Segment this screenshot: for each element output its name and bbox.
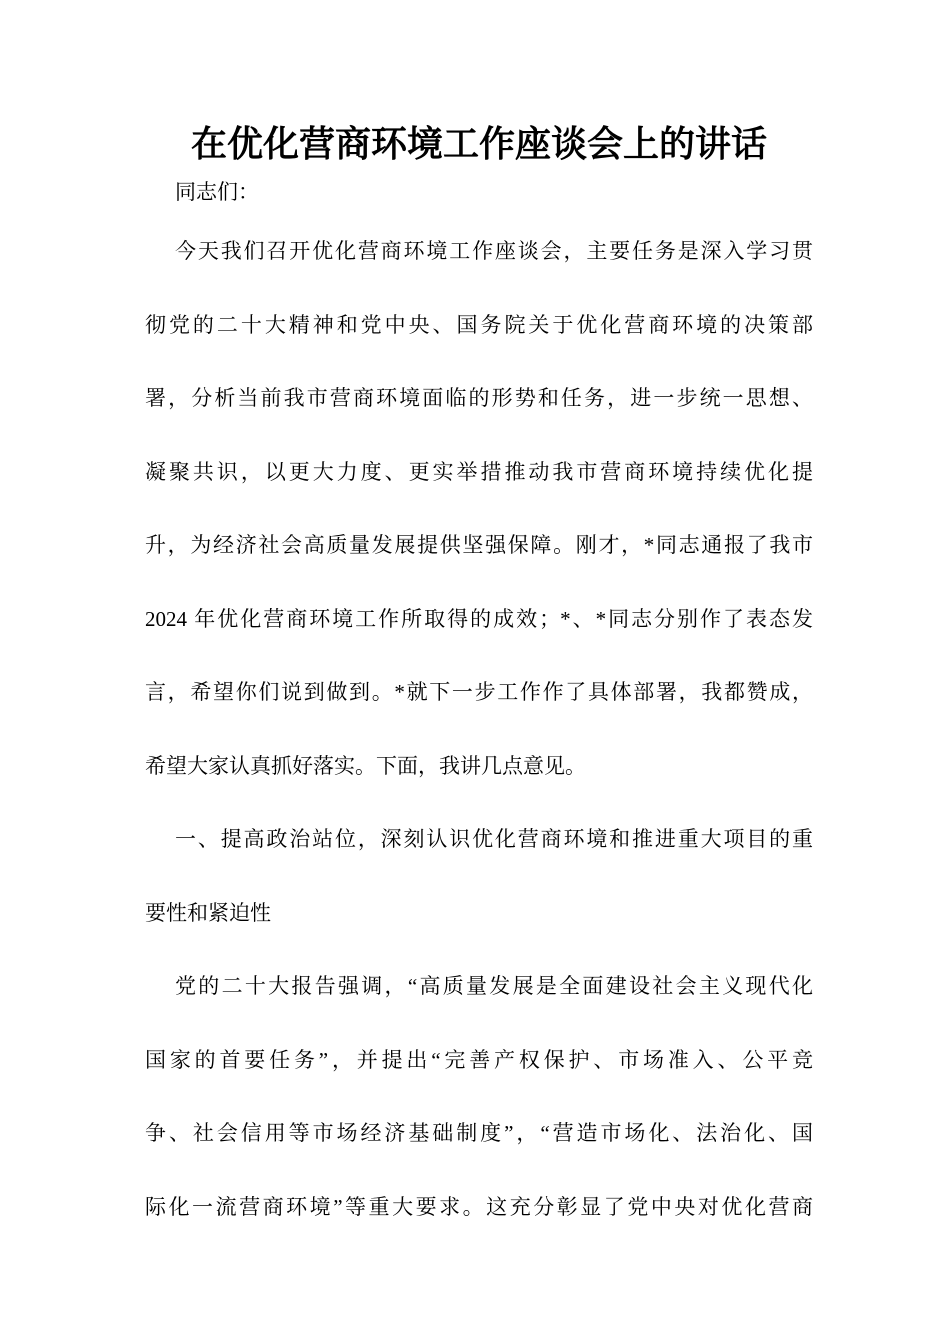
body-line: 2024 年优化营商环境工作所取得的成效；*、*同志分别作了表态发 xyxy=(145,606,813,631)
body-line: 际化一流营商环境”等重大要求。这充分彰显了党中央对优化营商 xyxy=(145,1194,813,1219)
section-heading-line: 要性和紧迫性 xyxy=(145,900,271,925)
section-heading-line: 一、提高政治站位，深刻认识优化营商环境和推进重大项目的重 xyxy=(175,827,813,851)
document-title: 在优化营商环境工作座谈会上的讲话 xyxy=(190,124,767,164)
body-line: 党的二十大报告强调，“高质量发展是全面建设社会主义现代化 xyxy=(175,974,813,998)
body-line: 言，希望你们说到做到。*就下一步工作作了具体部署，我都赞成， xyxy=(145,680,813,704)
salutation-line: 同志们： xyxy=(175,180,259,204)
body-line: 升，为经济社会高质量发展提供坚强保障。刚才，*同志通报了我市 xyxy=(145,533,813,557)
body-line: 署，分析当前我市营商环境面临的形势和任务，进一步统一思想、 xyxy=(145,386,813,410)
document-text-block xyxy=(145,118,813,1244)
body-line: 争、社会信用等市场经济基础制度”，“营造市场化、法治化、国 xyxy=(145,1121,813,1145)
body-line: 彻党的二十大精神和党中央、国务院关于优化营商环境的决策部 xyxy=(145,312,813,337)
body-line: 今天我们召开优化营商环境工作座谈会，主要任务是深入学习贯 xyxy=(175,239,813,263)
body-line: 国家的首要任务”，并提出“完善产权保护、市场准入、公平竞 xyxy=(145,1047,813,1072)
body-line: 凝聚共识，以更大力度、更实举措推动我市营商环境持续优化提 xyxy=(145,459,813,484)
body-line: 希望大家认真抓好落实。下面，我讲几点意见。 xyxy=(145,753,586,778)
